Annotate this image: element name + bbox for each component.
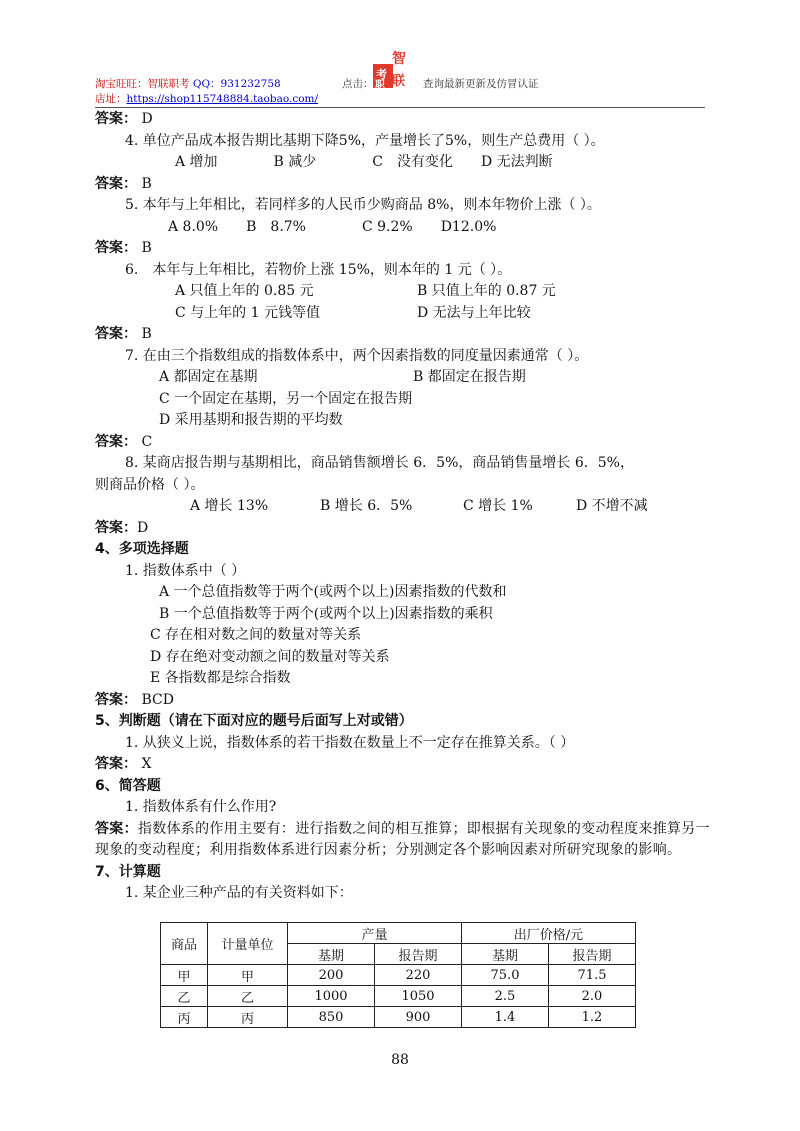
- answer-label: 答案：: [95, 820, 138, 837]
- answer-line: [95, 754, 710, 776]
- mc-question-1: 1. 指数体系中（ ）: [125, 562, 246, 579]
- answer-value: BCD: [137, 691, 174, 708]
- answer-value: C: [137, 433, 153, 450]
- option-b: B 只值上年的 0.87 元: [417, 283, 556, 299]
- answer-value: D: [137, 519, 149, 536]
- answer-label: 答案：: [95, 756, 137, 772]
- sa-question-1: 1. 指数体系有什么作用?: [125, 799, 277, 815]
- shop-label: 店址：: [95, 93, 127, 105]
- question-6-options-cd: [95, 303, 710, 325]
- tf-question-1: 1. 从狭义上说，指数体系的若干指数在数量上不一定存在推算关系。（ ）: [125, 734, 575, 751]
- col-header: 计量单位: [208, 923, 288, 965]
- answer-value: X: [137, 756, 152, 772]
- table-cell: 850: [288, 1007, 375, 1028]
- table-cell: 220: [375, 965, 462, 986]
- answer-line: [95, 324, 710, 346]
- qq-number: QQ：931232758: [189, 78, 281, 90]
- answer-label: 答案：: [95, 326, 137, 342]
- calc-question-1: 1. 某企业三种产品的有关资料如下：: [125, 885, 353, 901]
- option-b: B 都固定在报告期: [413, 369, 526, 385]
- header-divider: [95, 107, 705, 108]
- table-row: [161, 965, 636, 986]
- page-number: 88: [391, 1052, 409, 1068]
- shop-link[interactable]: https://shop115748884.taobao.com/: [126, 93, 319, 105]
- section-heading: 7、计算题: [95, 863, 161, 880]
- option-a: A 一个总值指数等于两个(或两个以上)因素指数的代数和: [159, 584, 507, 600]
- option-c: C 增长 1%: [463, 498, 533, 514]
- zhilian-logo[interactable]: [373, 52, 411, 90]
- question-7: 7. 在由三个指数组成的指数体系中，两个因素指数的同度量因素通常（ ）。: [125, 347, 589, 364]
- document-body: [95, 109, 710, 905]
- table-cell: 甲: [161, 965, 208, 986]
- answer-value: B: [137, 175, 152, 192]
- header-contact: [95, 76, 281, 91]
- answer-paragraph: [95, 819, 710, 862]
- table-cell: 1.4: [462, 1007, 549, 1028]
- option-b: B 增长 6．5%: [320, 498, 413, 514]
- table-row: [161, 1007, 636, 1028]
- table-cell: 丙: [208, 1007, 288, 1028]
- answer-line: [95, 238, 710, 260]
- col-subheader: 报告期: [549, 944, 636, 965]
- table-header-row: [161, 923, 636, 944]
- logo-char: 联: [392, 74, 406, 89]
- option-b: B 一个总值指数等于两个(或两个以上)因素指数的乘积: [159, 605, 493, 622]
- table-cell: 75.0: [462, 965, 549, 986]
- answer-line: [95, 518, 710, 540]
- logo-char: 考: [376, 68, 387, 81]
- section-heading: 6、简答题: [95, 777, 161, 794]
- option-c: C 存在相对数之间的数量对等关系: [150, 627, 362, 643]
- question-8: 8. 某商店报告期与基期相比，商品销售额增长 6．5%，商品销售量增长 6．5%，: [125, 455, 634, 471]
- answer-line: [95, 432, 710, 454]
- answer-line: [95, 174, 710, 196]
- option-a: A 增长 13%: [190, 498, 269, 514]
- answer-line: [95, 109, 710, 131]
- table-row: [161, 986, 636, 1007]
- option-a: A 都固定在基期: [159, 369, 258, 385]
- question-5: 5. 本年与上年相比，若同样多的人民币少购商品 8%，则本年物价上涨（ ）。: [125, 197, 601, 213]
- answer-label: 答案：: [95, 433, 137, 450]
- table-cell: 乙: [208, 986, 288, 1007]
- question-4-options: A 增加 B 减少 C 没有变化 D 无法判断: [175, 154, 553, 170]
- question-7-options-ab: [95, 367, 710, 389]
- table-cell: 1050: [375, 986, 462, 1007]
- table-cell: 2.0: [549, 986, 636, 1007]
- answer-line: [95, 690, 710, 712]
- answer-value: D: [137, 111, 153, 127]
- col-subheader: 基期: [462, 944, 549, 965]
- question-8-cont: 则商品价格（ ）。: [95, 476, 205, 493]
- option-a: A 只值上年的 0.85 元: [175, 283, 314, 299]
- answer-label: 答案：: [95, 175, 137, 192]
- col-header: 产量: [288, 923, 462, 944]
- col-subheader: 报告期: [375, 944, 462, 965]
- option-c: C 与上年的 1 元钱等值: [175, 304, 320, 321]
- header-shop: [95, 91, 318, 106]
- answer-value: B: [137, 240, 152, 256]
- answer-value: 指数体系的作用主要有：进行指数之间的相互推算；即根据有关现象的变动程度来推算另一现象的变动程度；利用指数体系进行因素分析；分别测定各个影响因素对所研究现象的影响。: [95, 820, 710, 858]
- table-cell: 900: [375, 1007, 462, 1028]
- table-cell: 乙: [161, 986, 208, 1007]
- query-link[interactable]: 查询最新更新及仿冒认证: [423, 78, 539, 90]
- page-header: [95, 51, 705, 108]
- option-e: E 各指数都是综合指数: [150, 670, 291, 686]
- logo-char: 职: [375, 80, 385, 91]
- section-heading: 5、判断题（请在下面对应的题号后面写上对或错）: [95, 713, 413, 729]
- shop-name: 淘宝旺旺：智联职考: [95, 78, 190, 90]
- table-cell: 1.2: [549, 1007, 636, 1028]
- click-label: 点击：: [342, 78, 374, 90]
- data-table: [160, 922, 636, 1028]
- question-6: 6. 本年与上年相比，若物价上涨 15%，则本年的 1 元（ ）。: [125, 261, 512, 278]
- logo-char: 智: [392, 51, 406, 67]
- col-header: 商品: [161, 923, 208, 965]
- question-6-options-ab: [95, 281, 710, 303]
- option-d: D 不增不减: [576, 498, 648, 514]
- col-subheader: 基期: [288, 944, 375, 965]
- table-cell: 2.5: [462, 986, 549, 1007]
- option-d: D 无法与上年比较: [417, 304, 531, 321]
- table-cell: 71.5: [549, 965, 636, 986]
- option-d: D 采用基期和报告期的平均数: [159, 412, 343, 428]
- answer-label: 答案：: [95, 111, 137, 127]
- answer-label: 答案：: [95, 240, 137, 256]
- col-header: 出厂价格/元: [462, 923, 636, 944]
- question-5-options: A 8.0% B 8.7% C 9.2% D12.0%: [168, 218, 497, 235]
- question-8-options: [95, 496, 710, 518]
- table-cell: 200: [288, 965, 375, 986]
- question-4: 4. 单位产品成本报告期比基期下降5%，产量增长了5%，则生产总费用（ ）。: [125, 132, 605, 149]
- table-cell: 丙: [161, 1007, 208, 1028]
- table-cell: 1000: [288, 986, 375, 1007]
- option-c: C 一个固定在基期，另一个固定在报告期: [159, 390, 413, 407]
- option-d: D 存在绝对变动额之间的数量对等关系: [150, 648, 390, 665]
- answer-label: 答案：: [95, 519, 137, 536]
- answer-value: B: [137, 326, 152, 342]
- answer-label: 答案：: [95, 691, 137, 708]
- table-cell: 甲: [208, 965, 288, 986]
- section-heading: 4、多项选择题: [95, 541, 189, 557]
